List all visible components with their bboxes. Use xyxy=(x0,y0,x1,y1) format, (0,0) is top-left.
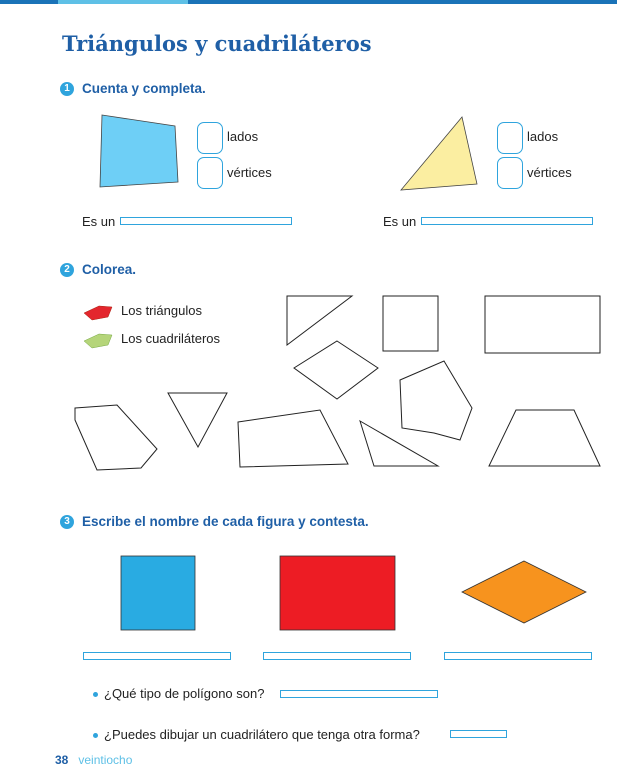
red-rectangle xyxy=(280,556,395,630)
hexagon-outline[interactable] xyxy=(75,405,157,470)
square-outline[interactable] xyxy=(383,296,438,351)
exercise-2-number: 2 xyxy=(60,263,74,277)
exercise-3-number: 3 xyxy=(60,515,74,529)
legend-triangles-label: Los triángulos xyxy=(121,303,202,318)
pentagon-outline[interactable] xyxy=(400,361,472,440)
rectangle-outline[interactable] xyxy=(485,296,600,353)
vertices-label-1: vértices xyxy=(227,165,272,180)
page-title: Triángulos y cuadriláteros xyxy=(62,31,372,56)
exercise-1-number: 1 xyxy=(60,82,74,96)
page-number-words: veintiocho xyxy=(78,753,133,767)
es-un-label-1: Es un xyxy=(82,214,116,229)
exercise-3-instruction: Escribe el nombre de cada figura y contesta. xyxy=(82,514,369,529)
question-polygon-type: ¿Qué tipo de polígono son? xyxy=(104,686,265,701)
sides-label-2: lados xyxy=(527,129,559,144)
es-un-label-2: Es un xyxy=(383,214,417,229)
vertices-label-2: vértices xyxy=(527,165,572,180)
question-draw-quad: ¿Puedes dibujar un cuadrilátero que tenga otra forma? xyxy=(104,727,420,742)
exercise-2-instruction: Colorea. xyxy=(82,262,137,277)
orange-rhombus xyxy=(462,561,586,623)
red-legend-swatch xyxy=(84,306,112,320)
triangle-top-left[interactable] xyxy=(287,296,352,345)
blue-quadrilateral xyxy=(100,115,178,187)
blue-square xyxy=(121,556,195,630)
trapezoid-quad-outline[interactable] xyxy=(238,410,348,467)
legend-quads-label: Los cuadriláteros xyxy=(121,331,220,346)
green-legend-swatch xyxy=(84,334,112,348)
exercise-1-instruction: Cuenta y completa. xyxy=(82,81,206,96)
trapezoid-outline[interactable] xyxy=(489,410,600,466)
inverted-triangle-outline[interactable] xyxy=(168,393,227,447)
page-number: 38 xyxy=(55,753,69,767)
sides-label-1: lados xyxy=(227,129,259,144)
rhombus-outline[interactable] xyxy=(294,341,378,399)
yellow-triangle xyxy=(401,117,477,190)
